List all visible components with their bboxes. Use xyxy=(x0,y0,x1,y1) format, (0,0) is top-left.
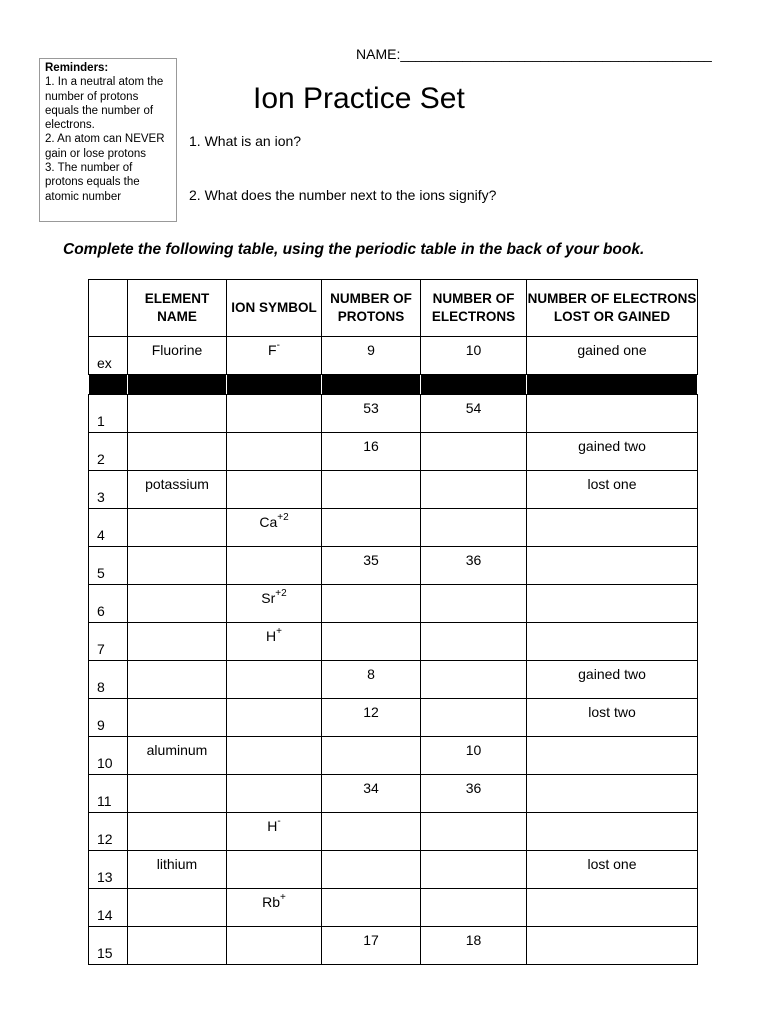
symbol-cell[interactable] xyxy=(227,851,322,889)
change-cell[interactable]: lost one xyxy=(527,851,698,889)
element-cell[interactable]: lithium xyxy=(128,851,227,889)
change-cell[interactable] xyxy=(527,547,698,585)
separator-cell xyxy=(322,375,421,395)
symbol-cell[interactable] xyxy=(227,547,322,585)
protons-cell[interactable]: 35 xyxy=(322,547,421,585)
change-cell[interactable] xyxy=(527,927,698,965)
name-label: NAME: xyxy=(356,46,401,62)
header-cell: NUMBER OF PROTONS xyxy=(322,280,421,337)
element-cell[interactable] xyxy=(128,547,227,585)
header-cell: ELEMENT NAME xyxy=(128,280,227,337)
question-2: 2. What does the number next to the ions signify? xyxy=(189,187,497,203)
table-row xyxy=(89,699,698,737)
change-cell[interactable] xyxy=(527,775,698,813)
header-cell: ION SYMBOL xyxy=(227,280,322,337)
electrons-cell[interactable] xyxy=(421,889,527,927)
electrons-cell[interactable] xyxy=(421,509,527,547)
symbol-cell[interactable] xyxy=(227,699,322,737)
protons-cell[interactable] xyxy=(322,851,421,889)
protons-cell[interactable]: 8 xyxy=(322,661,421,699)
ion-table xyxy=(88,279,698,965)
electrons-cell[interactable]: 54 xyxy=(421,395,527,433)
protons-cell[interactable] xyxy=(322,585,421,623)
electrons-cell[interactable]: 36 xyxy=(421,547,527,585)
element-cell[interactable] xyxy=(128,699,227,737)
change-cell[interactable] xyxy=(527,585,698,623)
table-row xyxy=(89,395,698,433)
row-number: 11 xyxy=(89,775,128,813)
change-cell[interactable] xyxy=(527,737,698,775)
row-number: 15 xyxy=(89,927,128,965)
symbol-cell[interactable] xyxy=(227,585,322,623)
separator-cell xyxy=(89,375,128,395)
symbol-cell[interactable] xyxy=(227,623,322,661)
symbol-cell[interactable] xyxy=(227,889,322,927)
ion-charge: +2 xyxy=(277,512,289,523)
table-row xyxy=(89,775,698,813)
ion-symbol: H xyxy=(267,818,278,834)
table-row xyxy=(89,889,698,927)
ion-symbol: Rb xyxy=(262,894,281,910)
row-number: 8 xyxy=(89,661,128,699)
row-number: 2 xyxy=(89,433,128,471)
instructions: Complete the following table, using the periodic table in the back of your book. xyxy=(63,241,645,258)
electrons-cell[interactable] xyxy=(421,471,527,509)
element-cell: Fluorine xyxy=(128,337,227,375)
electrons-cell[interactable]: 18 xyxy=(421,927,527,965)
element-cell[interactable] xyxy=(128,661,227,699)
element-cell[interactable] xyxy=(128,889,227,927)
separator-row xyxy=(89,375,698,395)
element-cell[interactable] xyxy=(128,927,227,965)
row-number: 9 xyxy=(89,699,128,737)
ion-charge: +2 xyxy=(275,588,287,599)
change-cell[interactable] xyxy=(527,889,698,927)
name-field xyxy=(356,46,712,62)
protons-cell[interactable]: 12 xyxy=(322,699,421,737)
row-number: 14 xyxy=(89,889,128,927)
change-cell[interactable]: lost one xyxy=(527,471,698,509)
example-row xyxy=(89,337,698,375)
protons-cell[interactable] xyxy=(322,623,421,661)
ion-charge: + xyxy=(280,892,286,903)
header-cell: NUMBER OF ELECTRONS LOST OR GAINED xyxy=(527,280,698,337)
electrons-cell[interactable] xyxy=(421,433,527,471)
change-cell[interactable] xyxy=(527,395,698,433)
reminder-item: 2. An atom can NEVER gain or lose protons xyxy=(45,133,165,160)
protons-cell[interactable]: 16 xyxy=(322,433,421,471)
separator-cell xyxy=(527,375,698,395)
header-cell xyxy=(89,280,128,337)
electrons-cell[interactable] xyxy=(421,661,527,699)
ion-symbol: Ca xyxy=(259,514,278,530)
element-cell[interactable] xyxy=(128,585,227,623)
protons-cell[interactable]: 53 xyxy=(322,395,421,433)
protons-cell[interactable] xyxy=(322,737,421,775)
change-cell[interactable]: lost two xyxy=(527,699,698,737)
protons-cell[interactable] xyxy=(322,471,421,509)
table-row xyxy=(89,813,698,851)
table-row xyxy=(89,547,698,585)
element-cell[interactable] xyxy=(128,813,227,851)
protons-cell[interactable]: 17 xyxy=(322,927,421,965)
question-1: 1. What is an ion? xyxy=(189,133,302,149)
electrons-cell[interactable] xyxy=(421,585,527,623)
electrons-cell[interactable] xyxy=(421,699,527,737)
symbol-cell[interactable] xyxy=(227,927,322,965)
separator-cell xyxy=(227,375,322,395)
table-row xyxy=(89,585,698,623)
symbol-cell[interactable] xyxy=(227,471,322,509)
table-row xyxy=(89,433,698,471)
row-number: 3 xyxy=(89,471,128,509)
electrons-cell[interactable]: 10 xyxy=(421,737,527,775)
row-number: ex xyxy=(89,337,128,375)
ion-charge: - xyxy=(277,816,281,827)
reminders-title: Reminders: xyxy=(45,62,109,74)
symbol-cell[interactable] xyxy=(227,661,322,699)
element-cell[interactable] xyxy=(128,395,227,433)
protons-cell[interactable] xyxy=(322,813,421,851)
change-cell[interactable]: gained two xyxy=(527,433,698,471)
ion-symbol: F xyxy=(268,342,277,358)
row-number: 10 xyxy=(89,737,128,775)
change-cell[interactable]: gained two xyxy=(527,661,698,699)
ion-charge: + xyxy=(276,626,282,637)
change-cell[interactable] xyxy=(527,623,698,661)
element-cell[interactable] xyxy=(128,623,227,661)
row-number: 4 xyxy=(89,509,128,547)
symbol-cell[interactable] xyxy=(227,433,322,471)
electrons-cell[interactable] xyxy=(421,623,527,661)
electrons-cell[interactable] xyxy=(421,813,527,851)
table-row xyxy=(89,509,698,547)
change-cell[interactable] xyxy=(527,509,698,547)
table-row xyxy=(89,851,698,889)
separator-cell xyxy=(128,375,227,395)
electrons-cell[interactable]: 36 xyxy=(421,775,527,813)
element-cell[interactable] xyxy=(128,433,227,471)
change-cell: gained one xyxy=(527,337,698,375)
element-cell[interactable]: aluminum xyxy=(128,737,227,775)
table-header-row xyxy=(89,280,698,337)
row-number: 12 xyxy=(89,813,128,851)
row-number: 1 xyxy=(89,395,128,433)
electrons-cell[interactable] xyxy=(421,851,527,889)
element-cell[interactable] xyxy=(128,509,227,547)
row-number: 7 xyxy=(89,623,128,661)
reminder-item: 3. The number of protons equals the atomic number xyxy=(45,162,140,203)
symbol-cell[interactable] xyxy=(227,813,322,851)
table-row xyxy=(89,471,698,509)
page-title: Ion Practice Set xyxy=(253,82,465,115)
name-blank[interactable]: ________________________________________ xyxy=(400,46,712,62)
reminder-item: 1. In a neutral atom the number of protons equals the number of electrons. xyxy=(45,76,164,132)
table-row xyxy=(89,737,698,775)
element-cell[interactable]: potassium xyxy=(128,471,227,509)
table-row xyxy=(89,623,698,661)
symbol-cell[interactable] xyxy=(227,737,322,775)
table-row xyxy=(89,661,698,699)
symbol-cell[interactable] xyxy=(227,509,322,547)
separator-cell xyxy=(421,375,527,395)
header-cell: NUMBER OF ELECTRONS xyxy=(421,280,527,337)
element-cell[interactable] xyxy=(128,775,227,813)
electrons-cell: 10 xyxy=(421,337,527,375)
symbol-cell[interactable] xyxy=(227,395,322,433)
symbol-cell xyxy=(227,337,322,375)
symbol-cell[interactable] xyxy=(227,775,322,813)
protons-cell[interactable]: 34 xyxy=(322,775,421,813)
protons-cell: 9 xyxy=(322,337,421,375)
row-number: 6 xyxy=(89,585,128,623)
change-cell[interactable] xyxy=(527,813,698,851)
protons-cell[interactable] xyxy=(322,509,421,547)
ion-symbol: H xyxy=(266,628,277,644)
reminders-box xyxy=(39,58,177,222)
table-row xyxy=(89,927,698,965)
row-number: 13 xyxy=(89,851,128,889)
ion-symbol: Sr xyxy=(261,590,276,606)
protons-cell[interactable] xyxy=(322,889,421,927)
row-number: 5 xyxy=(89,547,128,585)
ion-charge: - xyxy=(276,340,280,351)
